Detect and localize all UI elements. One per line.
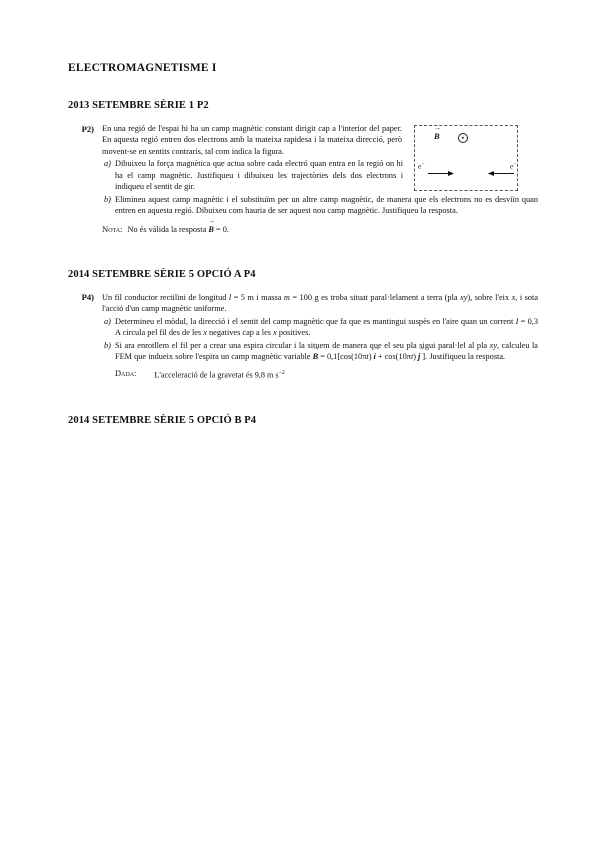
problem-p4a-subitems: [102, 316, 538, 363]
subitem-marker-b: b): [104, 340, 111, 350]
section-heading-1: 2013 SETEMBRE SÈRIE 1 P2: [68, 100, 209, 111]
note-label: Nota:: [102, 223, 123, 234]
note-text: No és vàlida la resposta B → = 0.: [127, 224, 228, 235]
subitem-text-a: Dibuixeu la força magnètica que actua sobre cada electró quan entra en la regió on hi ha el camp magnètic. Justifiqueu i dibuixeu les trajectòries dels dos electrons i indiqueu el sentit de gir.: [115, 159, 403, 192]
note-p2: [68, 224, 538, 235]
figure-left-arrow-icon: [428, 170, 454, 177]
problem-p4a: [68, 292, 538, 381]
subitem-text-b: Elimineu aquest camp magnètic i el substituïm per un altre camp magnètic, de manera que els electrons no es desviïn quan entren en aquesta regió. Dibuixeu com hauria de ser aquest nou camp magnètic. Justifiqueu la resposta.: [115, 194, 538, 216]
figure-right-arrow-icon: [488, 170, 514, 177]
subitem-marker-b: b): [104, 194, 111, 204]
section-heading-2: 2014 SETEMBRE SÈRIE 5 OPCIÓ A P4: [68, 268, 256, 280]
problem-p4a-label: P4): [81, 292, 94, 303]
list-item: [102, 340, 538, 363]
field-into-page-icon: [458, 133, 468, 143]
data-text: L'acceleració de la gravetat és 9,8 m $s^{-2}$: [154, 369, 285, 380]
figure-left-particle: e−: [418, 161, 426, 171]
subitem-marker-a: a): [104, 316, 111, 326]
data-p4a: [68, 369, 538, 381]
subitem-text-b: Si ara enrotllem el fil per a crear una espira circular i la situem de manera que el seu pla sigui paral·lel al pla xy, calculeu la FEM que indueix sobre l'espira un camp magnètic variable B → = 0,1[cos(10πt) i → + cos(10πt) j → ]. Justifiqueu la resposta.: [115, 340, 538, 363]
figure-field-label: B →: [434, 131, 440, 141]
problem-p4a-row: [68, 292, 538, 363]
figure-magnetic-field: [392, 123, 544, 201]
problem-p4a-body: [102, 292, 538, 363]
problem-p2-statement: En una regió de l'espai hi ha un camp magnètic constant dirigit cap a l'interior del paper. En aquesta regió entren dos electrons amb la mateixa rapidesa i la mateixa direcció, però movent-se en sentits contraris, tal com indica la figura.: [102, 124, 402, 156]
list-item: [102, 316, 538, 339]
problem-p4a-statement: Un fil conductor rectilini de longitud l = 5 m i massa m = 100 g es troba situat paral·lelament a terra (pla xy), sobre l'eix x, i sota l'acció d'un camp magnètic uniforme.: [102, 292, 538, 314]
section-heading-3: 2014 SETEMBRE SÈRIE 5 OPCIÓ B P4: [68, 414, 257, 426]
data-label: Dada:: [115, 368, 137, 378]
figure-right-particle: e−: [510, 161, 518, 171]
page-title: ELECTROMAGNETISME I: [68, 62, 217, 74]
subitem-text-a: Determineu el mòdul, la direcció i el sentit del camp magnètic que fa que es mantingui suspès en l'aire quan un corrent I = 0,3 A circula pel fil des de les x negatives cap a les x positives.: [115, 316, 538, 338]
document-content: [68, 62, 538, 438]
problem-p2-label: P2): [81, 123, 94, 134]
subitem-marker-a: a): [104, 159, 111, 169]
problem-p2: [68, 123, 538, 235]
